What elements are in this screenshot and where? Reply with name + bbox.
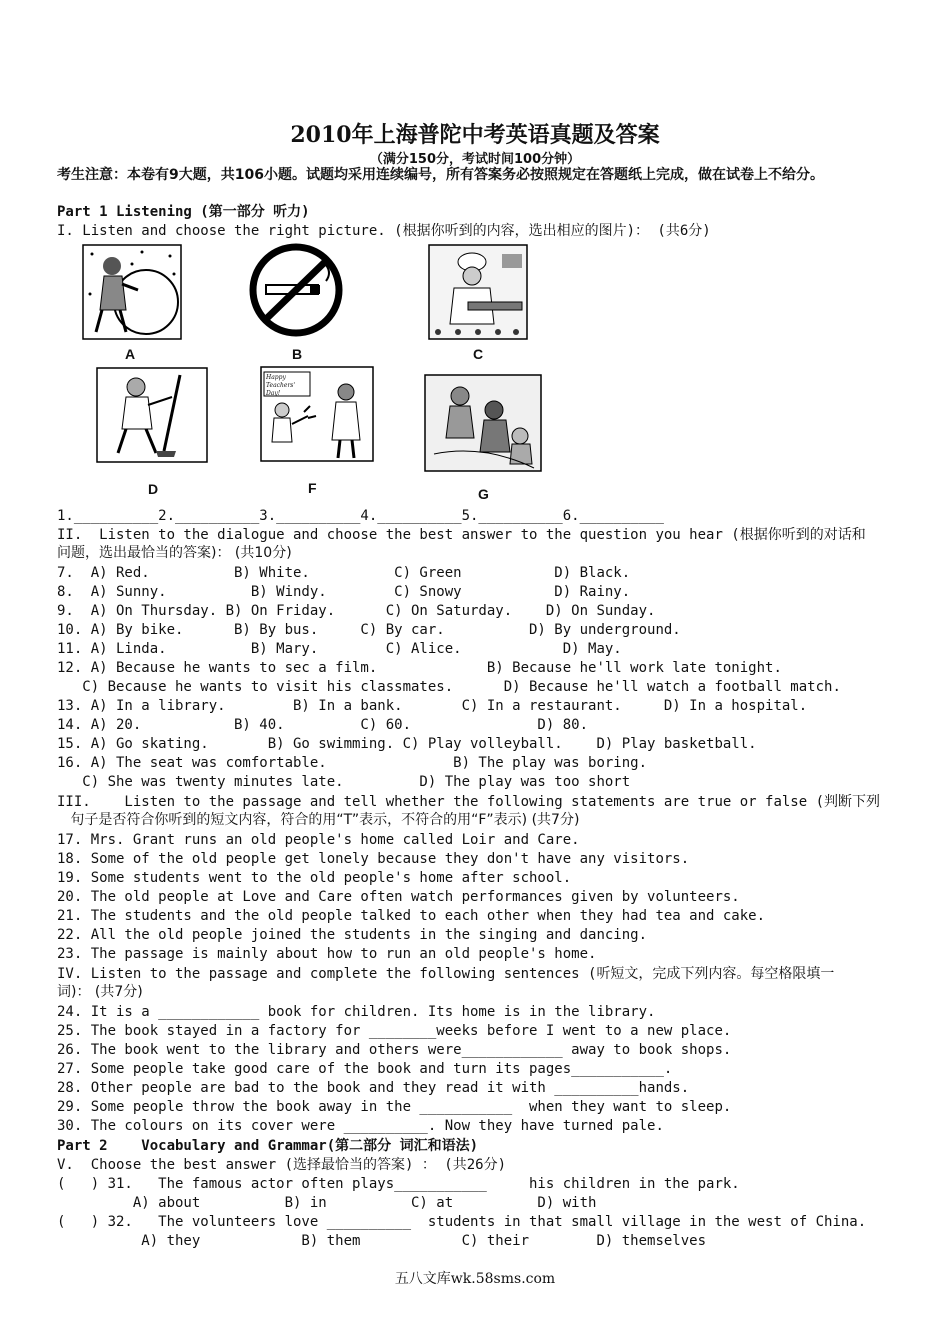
question-32: ( ) 32. The volunteers love __________ students in that small village in the west of China.	[57, 1214, 867, 1230]
question-30: 30. The colours on its cover were __________. Now they have turned pale.	[57, 1118, 664, 1134]
question-19: 19. Some students went to the old people's home after school.	[57, 870, 572, 886]
question-16-ab: 16. A) The seat was comfortable. B) The play was boring.	[57, 755, 648, 771]
picture-b-label: B	[292, 346, 303, 362]
section4-heading-line1: IV. Listen to the passage and complete the following sentences (听短文，完成下列内容。每空格限填一	[57, 966, 835, 982]
picture-a-illustration	[82, 244, 182, 340]
picture-c-illustration	[428, 244, 528, 340]
question-9: 9. A) On Thursday. B) On Friday. C) On Saturday. D) On Sunday.	[57, 603, 656, 619]
question-26: 26. The book went to the library and others were____________ away to book shops.	[57, 1042, 732, 1058]
section5-heading: V. Choose the best answer (选择最恰当的答案) ： (共26分)	[57, 1157, 507, 1173]
question-12-ab: 12. A) Because he wants to sec a film. B) Because he'll work late tonight.	[57, 660, 782, 676]
question-12-cd: C) Because he wants to visit his classmates. D) Because he'll watch a football match.	[57, 679, 841, 695]
question-11: 11. A) Linda. B) Mary. C) Alice. D) May.	[57, 641, 622, 657]
question-27: 27. Some people take good care of the book and turn its pages___________.	[57, 1061, 673, 1077]
picture-f-label: F	[308, 480, 317, 496]
section3-heading-line2: 句子是否符合你听到的短文内容，符合的用“T”表示，不符合的用“F”表示) (共7分)	[57, 812, 580, 828]
part2-heading: Part 2 Vocabulary and Grammar(第二部分 词汇和语法)	[57, 1138, 479, 1154]
section1-heading: I. Listen and choose the right picture. (根据你听到的内容，选出相应的图片)： (共6分)	[57, 223, 711, 239]
section3-heading-line1: III. Listen to the passage and tell whether the following statements are true or false (判断下列	[57, 794, 881, 810]
picture-f-illustration	[260, 366, 374, 462]
picture-g-illustration	[424, 374, 542, 472]
question-28: 28. Other people are bad to the book and they read it with __________hands.	[57, 1080, 690, 1096]
picture-g-label: G	[478, 486, 489, 502]
question-10: 10. A) By bike. B) By bus. C) By car. D) By underground.	[57, 622, 681, 638]
question-23: 23. The passage is mainly about how to run an old people's home.	[57, 946, 597, 962]
question-16-cd: C) She was twenty minutes late. D) The play was too short	[57, 774, 631, 790]
question-25: 25. The book stayed in a factory for ________weeks before I went to a new place.	[57, 1023, 732, 1039]
question-7: 7. A) Red. B) White. C) Green D) Black.	[57, 565, 631, 581]
section2-heading-line1: II. Listen to the dialogue and choose the best answer to the question you hear (根据你听到的对话和	[57, 527, 866, 543]
question-14: 14. A) 20. B) 40. C) 60. D) 80.	[57, 717, 589, 733]
picture-b-illustration	[244, 241, 348, 339]
question-20: 20. The old people at Love and Care often watch performances given by volunteers.	[57, 889, 740, 905]
page-title: 2010年上海普陀中考英语真题及答案	[290, 122, 660, 148]
card-caption: Happy Teachers' Day!	[266, 374, 296, 397]
question-21: 21. The students and the old people talked to each other when they had tea and cake.	[57, 908, 766, 924]
question-15: 15. A) Go skating. B) Go swimming. C) Play volleyball. D) Play basketball.	[57, 736, 757, 752]
question-29: 29. Some people throw the book away in the ___________ when they want to sleep.	[57, 1099, 732, 1115]
picture-d-illustration	[96, 367, 208, 463]
part1-heading: Part 1 Listening (第一部分 听力)	[57, 204, 310, 220]
picture-d-label: D	[148, 481, 159, 497]
picture-a-label: A	[125, 346, 136, 362]
question-17: 17. Mrs. Grant runs an old people's home called Loir and Care.	[57, 832, 580, 848]
question-22: 22. All the old people joined the students in the singing and dancing.	[57, 927, 648, 943]
question-32-options: A) they B) them C) their D) themselves	[57, 1233, 707, 1249]
page-footer: 五八文库wk.58sms.com	[394, 1271, 556, 1287]
question-24: 24. It is a ____________ book for children. Its home is in the library.	[57, 1004, 656, 1020]
section2-heading-line2: 问题，选出最恰当的答案)： (共10分)	[57, 545, 292, 561]
question-18: 18. Some of the old people get lonely because they don't have any visitors.	[57, 851, 690, 867]
picture-c-label: C	[473, 346, 484, 362]
answer-blanks: 1.__________2.__________3.__________4.__________5.__________6.__________	[57, 508, 664, 524]
exam-notice: 考生注意：本卷有9大题，共106小题。试题均采用连续编号，所有答案务必按照规定在答题纸上完成，做在试卷上不给分。	[57, 167, 824, 183]
question-31: ( ) 31. The famous actor often plays___________ his children in the park.	[57, 1176, 740, 1192]
page-subtitle: （满分150分，考试时间100分钟）	[369, 152, 581, 167]
question-8: 8. A) Sunny. B) Windy. C) Snowy D) Rainy.	[57, 584, 631, 600]
section4-heading-line2: 词)： (共7分)	[57, 984, 143, 1000]
question-13: 13. A) In a library. B) In a bank. C) In a restaurant. D) In a hospital.	[57, 698, 808, 714]
question-31-options: A) about B) in C) at D) with	[57, 1195, 597, 1211]
